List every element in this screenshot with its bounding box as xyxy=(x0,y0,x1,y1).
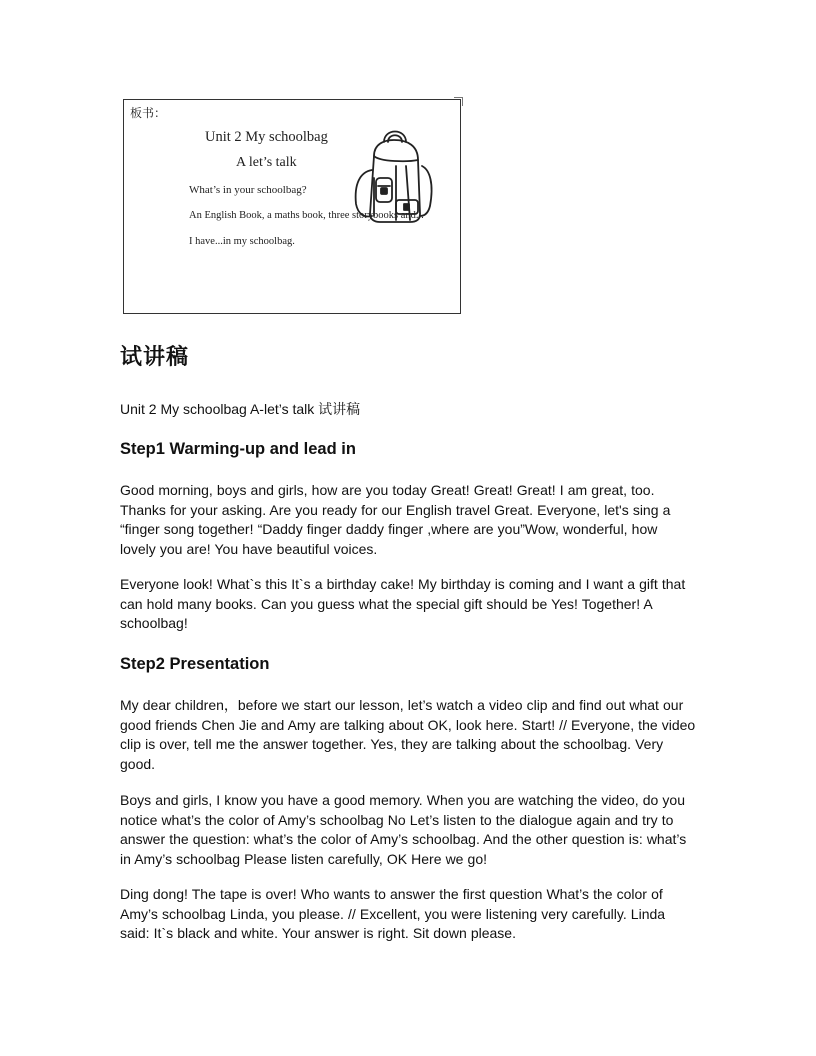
blackboard-question: What’s in your schoolbag? xyxy=(189,184,307,196)
section-heading-step2: Step2 Presentation xyxy=(120,655,270,673)
blackboard-heading: 板书： xyxy=(130,106,167,120)
paragraph: Everyone look! What`s this It`s a birthday cake! My birthday is coming and I want a gift that can hold many books. Can you guess what the special gift should be Yes! Together! A schoolbag! xyxy=(120,576,686,632)
blackboard-sentence: I have...in my schoolbag. xyxy=(189,236,295,247)
blackboard-answer: An English Book, a maths book, three storybooks and... xyxy=(189,210,424,221)
page-title: 试讲稿 xyxy=(120,345,190,370)
section-heading-step1: Step1 Warming-up and lead in xyxy=(120,440,356,458)
blackboard-title: Unit 2 My schoolbag xyxy=(205,129,328,145)
paragraph: Ding dong! The tape is over! Who wants to answer the first question What’s the color of Amy’s schoolbag Linda, you please. // Excellent, you were listening very carefully. Linda said: It`s black and white. Your answer is right. Sit down please. xyxy=(120,886,666,942)
paragraph: Good morning, boys and girls, how are you today Great! Great! Great! I am great, too. Thanks for your asking. Are you ready for our English travel Great. Everyone, let's sing a “finger song together! “Daddy finger daddy finger ,where are you”Wow, wonderful, how lovely you are! You have beautiful voices. xyxy=(120,482,671,557)
paragraph: My dear children，before we start our lesson, let’s watch a video clip and find out what our good friends Chen Jie and Amy are talking about OK, look here. Start! // Everyone, the video clip is over, tell me the answer together. Yes, they are talking about the schoolbag. Very good. xyxy=(120,697,696,772)
paragraph: Boys and girls, I know you have a good memory. When you are watching the video, do you notice what’s the color of Amy’s schoolbag No Let’s listen to the dialogue again and try to answer the question: what’s the color of Amy’s schoolbag. And the other question is: what’s in Amy’s schoolbag Please listen carefully, OK Here we go! xyxy=(120,792,687,867)
document-subtitle: Unit 2 My schoolbag A-let’s talk 试讲稿 xyxy=(120,401,361,417)
blackboard-subtitle: A let’s talk xyxy=(236,155,297,170)
backpack-icon xyxy=(350,126,436,226)
blackboard-image xyxy=(123,99,461,314)
